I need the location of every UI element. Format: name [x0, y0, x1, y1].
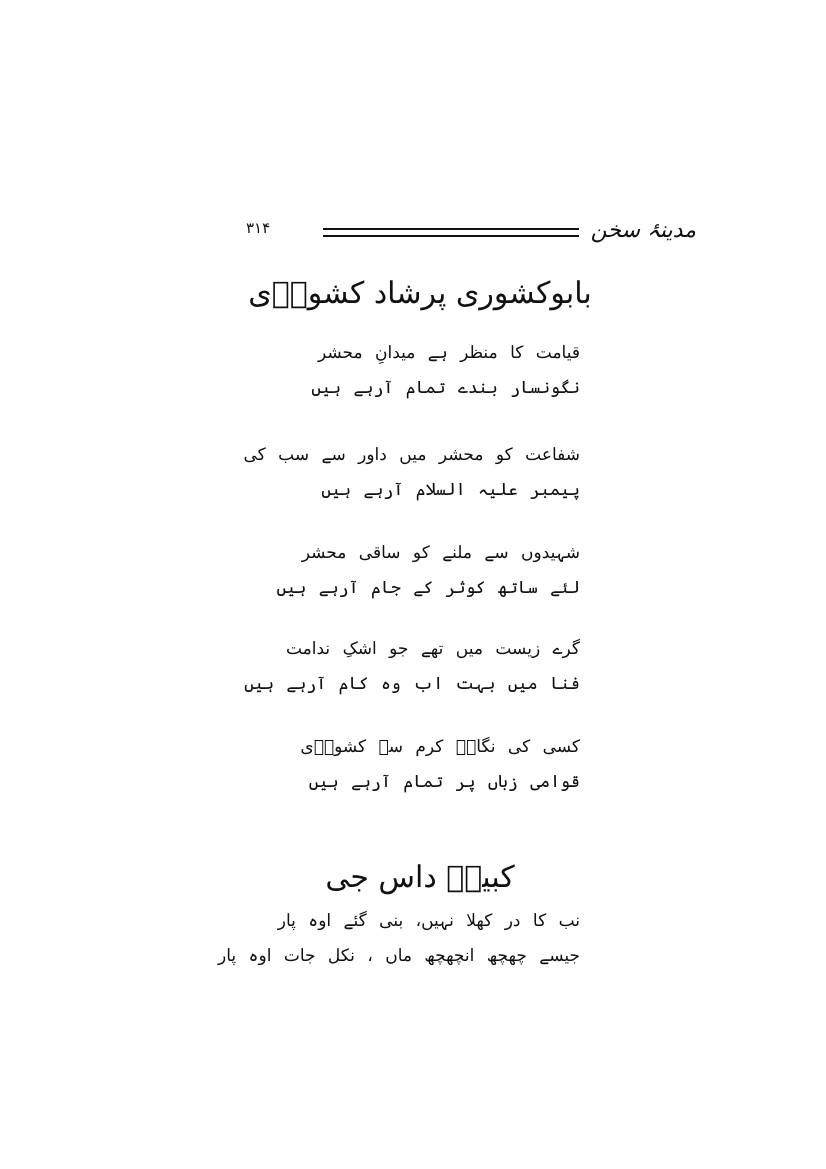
verse-line: پیمبر علیہ السلام آرہے ہیں [321, 480, 580, 500]
verse-line: قیامت کا منظر ہے میدانِ محشر [317, 343, 580, 363]
stanza [260, 730, 580, 800]
stanza [244, 632, 580, 702]
poet-heading-kabir: کبیرؔ داس جی [325, 860, 515, 895]
stanza [218, 904, 580, 974]
verse-line: گرے زیست میں تھے جو اشکِ ندامت [285, 639, 580, 659]
stanza [243, 438, 580, 508]
header-double-rule [323, 228, 579, 237]
poet-heading-kishori: بابوکشوری پرشاد کشورؔی [248, 276, 592, 311]
stanza [260, 336, 580, 406]
running-header-title: مدینۂ سخن [590, 218, 696, 243]
verse-line: شفاعت کو محشر میں داور سے سب کی [243, 445, 580, 465]
verse-line: لئے ساتھ کوثر کے جام آرہے ہیں [276, 578, 580, 598]
verse-line: کسی کی نگاہِ کرم سے کشورؔی [300, 737, 580, 757]
stanza [260, 536, 580, 606]
verse-line: نب کا در کھلا نہیں، بنی گئے اوہ پار [277, 911, 580, 931]
page-number: ۳۱۴ [246, 219, 271, 237]
verse-line: فنا میں بہت اب وہ کام آرہے ہیں [244, 674, 580, 694]
verse-line: شہیدوں سے ملنے کو ساقی محشر [301, 543, 580, 563]
verse-line: قوامی زباں پر تمام آرہے ہیں [308, 772, 580, 792]
verse-line: جیسے چھچھ انچھچھ ماں ، نکل جات اوہ پار [218, 946, 580, 966]
verse-line: نگونسار بندے تمام آرہے ہیں [311, 378, 580, 398]
